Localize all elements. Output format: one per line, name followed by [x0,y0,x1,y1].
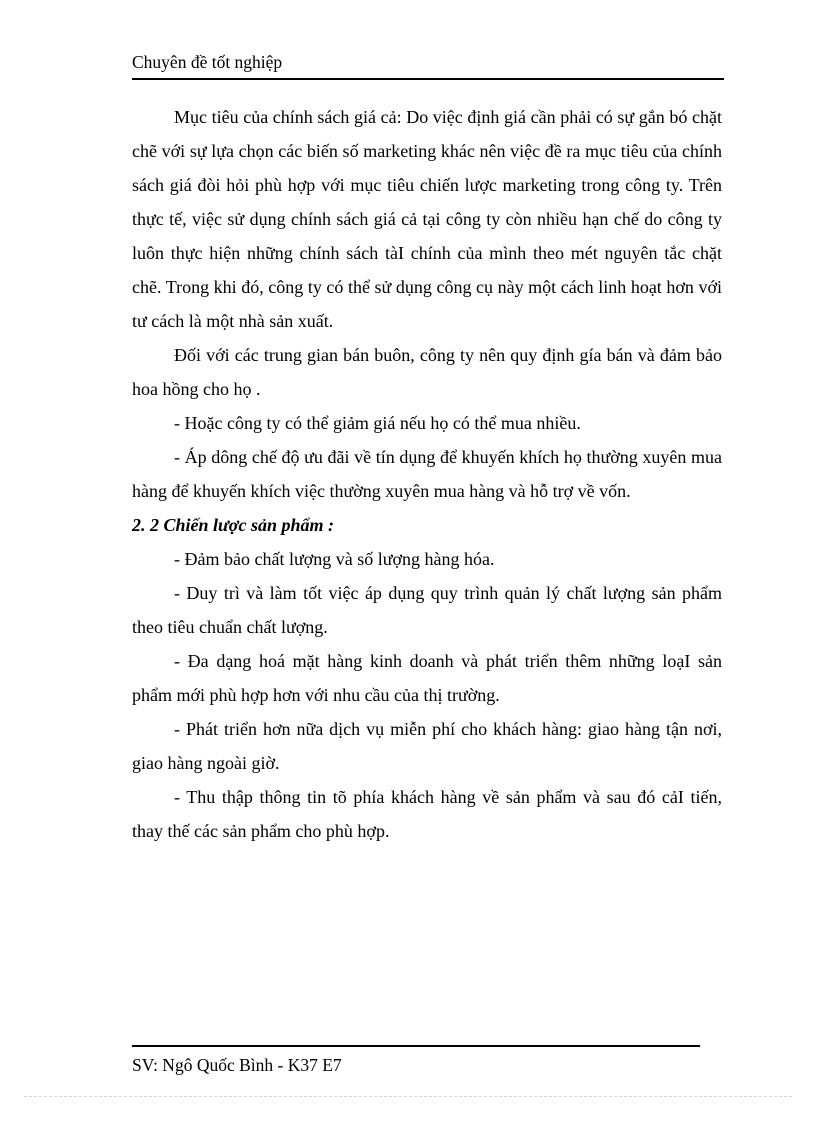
page-footer [132,1045,700,1075]
footer-text: SV: Ngô Quốc Bình - K37 E7 [132,1055,342,1075]
document-body [132,100,722,848]
section-heading: 2. 2 Chiến lược sản phẩm : [132,515,334,535]
page-edge-divider [24,1096,792,1097]
list-item: - Đa dạng hoá mặt hàng kinh doanh và phát triển thêm những loạI sản phẩm mới phù hợp hơn với nhu cầu của thị trường. [132,651,722,705]
list-item: - Đảm bảo chất lượng và số lượng hàng hóa. [174,549,495,569]
paragraph-discount: - Hoặc công ty có thể giảm giá nếu họ có thể mua nhiều. [174,413,581,433]
paragraph-pricing-objective: Mục tiêu của chính sách giá cả: Do việc định giá cần phải có sự gắn bó chặt chẽ với sự lựa chọn các biến số marketing khác nên việc đề ra mục tiêu của chính sách giá đòi hỏi phù hợp với mục tiêu chiến lược marketing trong công ty. Trên thực tế, việc sử dụng chính sách giá cả tại công ty còn nhiều hạn chế do công ty luôn thực hiện những chính sách tàI chính của mình theo mét nguyên tắc chặt chẽ. Trong khi đó, công ty có thể sử dụng công cụ này một cách linh hoạt hơn với tư cách là một nhà sản xuất. [132,107,722,331]
list-item: - Thu thập thông tin tõ phía khách hàng về sản phẩm và sau đó cảI tiến, thay thế các sản phẩm cho phù hợp. [132,787,722,841]
paragraph-wholesale: Đối với các trung gian bán buôn, công ty nên quy định gía bán và đảm bảo hoa hồng cho họ . [132,345,722,399]
list-item: - Phát triển hơn nữa dịch vụ miễn phí cho khách hàng: giao hàng tận nơi, giao hàng ngoài giờ. [132,719,722,773]
page-header [132,48,724,80]
paragraph-credit: - Áp dông chế độ ưu đãi về tín dụng để khuyến khích họ thường xuyên mua hàng để khuyến khích việc thường xuyên mua hàng và hỗ trợ về vốn. [132,447,722,501]
list-item: - Duy trì và làm tốt việc áp dụng quy trình quản lý chất lượng sản phẩm theo tiêu chuẩn chất lượng. [132,583,722,637]
header-title: Chuyên đề tốt nghiệp [132,52,283,72]
